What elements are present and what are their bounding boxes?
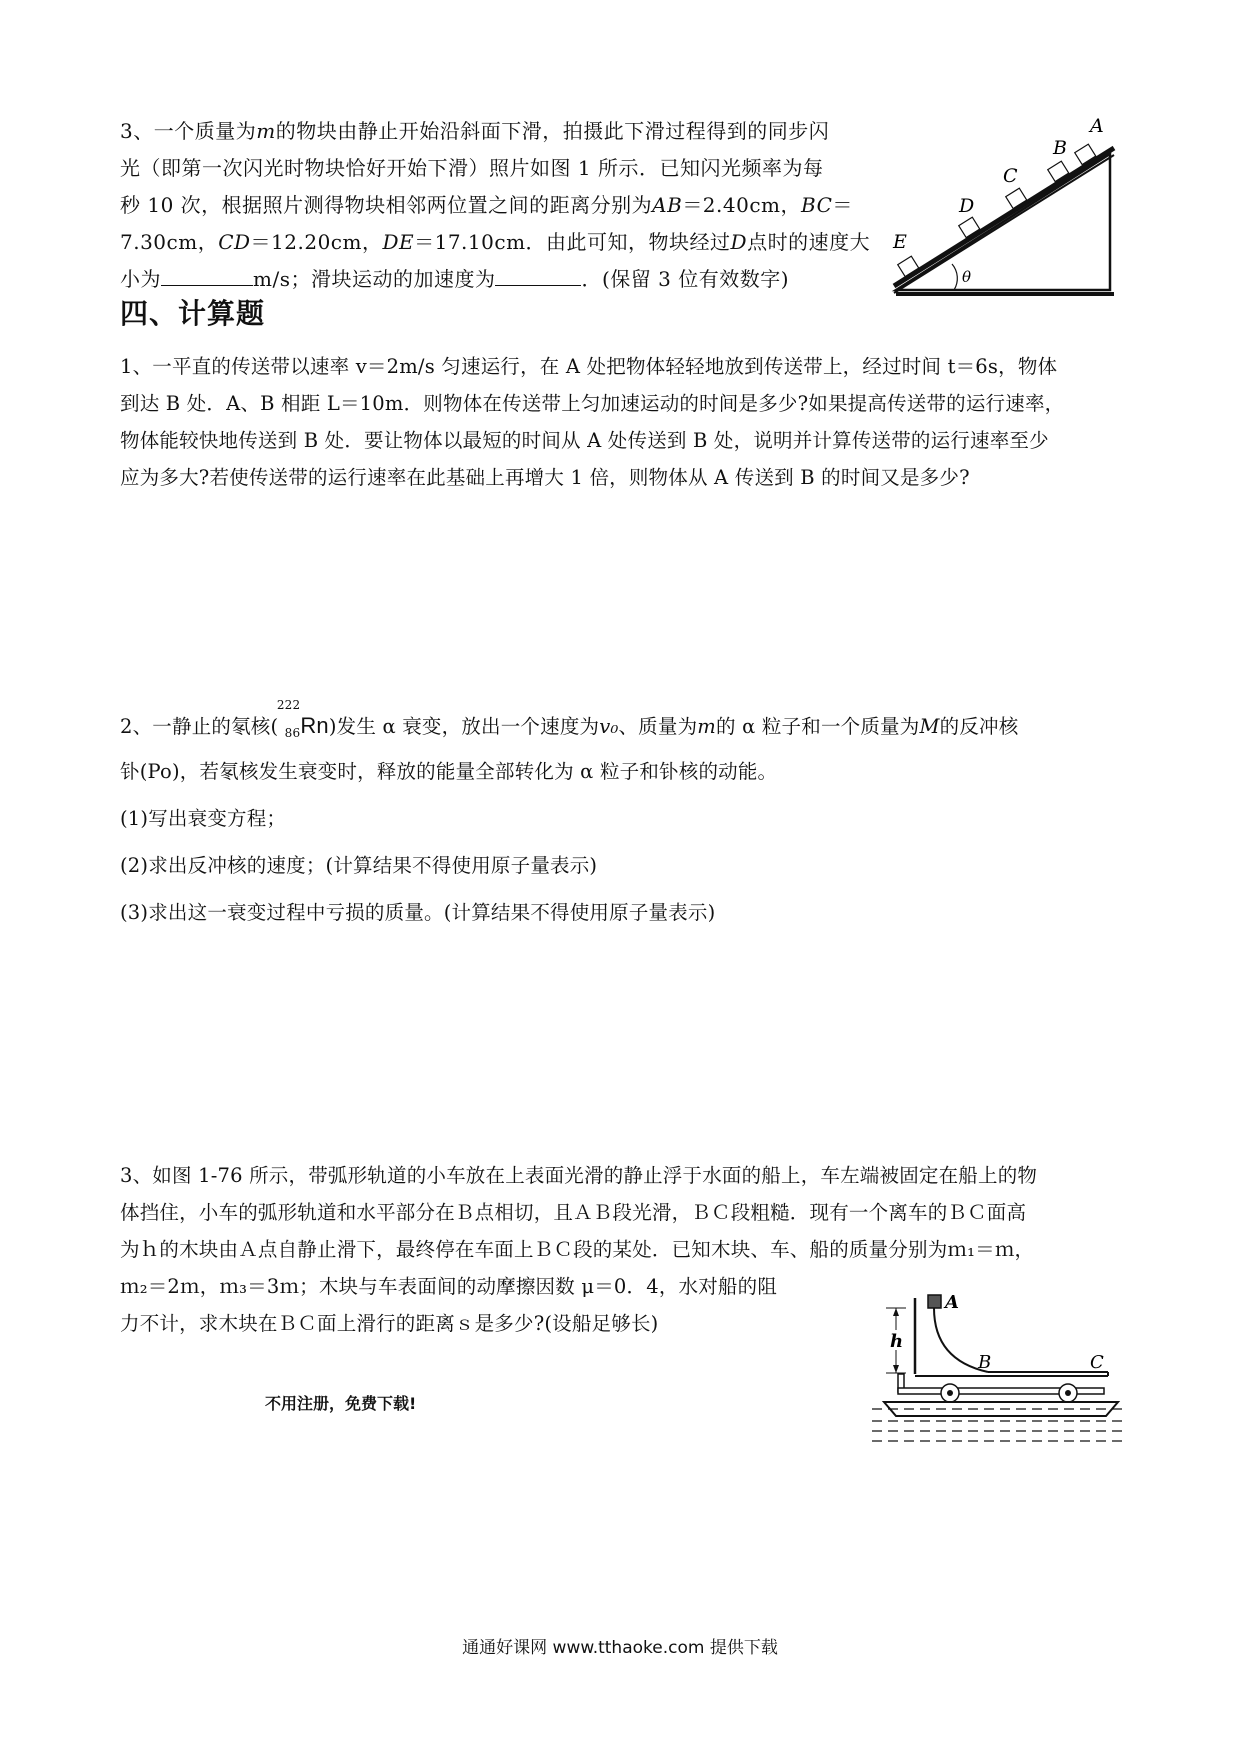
c3-line-5: 力不计，求木块在ＢＣ面上滑行的距离ｓ是多少?(设船足够长) [120, 1312, 659, 1335]
c3-line-4: ｍ₂＝2ｍ，ｍ₃＝3ｍ；木块与车表面间的动摩擦因数 μ＝0．4，水对船的阻 [120, 1275, 778, 1298]
cart-boat-figure [868, 1290, 1128, 1450]
page-footer: 通通好课网 www.tthaoke.com 提供下载 [462, 1638, 778, 1658]
c2-sub-2: (2)求出反冲核的速度；(计算结果不得使用原子量表示) [120, 854, 598, 877]
c3-line-2: 体挡住，小车的弧形轨道和水平部分在Ｂ点相切，且ＡＢ段光滑，ＢＣ段粗糙．现有一个离车的ＢＣ面高 [120, 1201, 1027, 1224]
c1-line-3: 物体能较快地传送到 B 处．要让物体以最短的时间从 A 处传送到 B 处，说明并计算传送带的运行速率至少 [120, 429, 1049, 452]
label-B: B [1053, 137, 1067, 159]
c1-line-2: 到达 B 处．A、B 相距 L＝10m．则物体在传送带上匀加速运动的时间是多少?如果提高传送带的运行速率， [120, 392, 1065, 415]
label-D: D [959, 195, 975, 217]
c1-line-1: 1、一平直的传送带以速率 v＝2m/s 匀速运行，在 A 处把物体轻轻地放到传送带上，经过时间 t＝6s，物体 [120, 355, 1058, 378]
calc-question-2 [120, 698, 1130, 931]
answer-blank-acceleration[interactable] [495, 267, 581, 286]
c2-line-1: 2、一静止的氡核( 222 86 Rn)发生 α 衰变，放出一个速度为v₀、质量为m的 α 粒子和一个质量为M的反冲核 [120, 698, 1019, 740]
radon-isotope: 222 86 [276, 698, 301, 740]
q3-line-4: 7.30cm，CD＝12.20cm，DE＝17.10cm．由此可知，物块经过D点时的速度大 [120, 230, 871, 254]
incline-figure [890, 118, 1125, 303]
label-theta: θ [962, 268, 972, 286]
c1-line-4: 应为多大?若使传送带的运行速率在此基础上再增大 1 倍，则物体从 A 传送到 B 的时间又是多少? [120, 466, 970, 489]
answer-blank-velocity[interactable] [161, 267, 253, 286]
c3-line-3: 为ｈ的木块由Ａ点自静止滑下，最终停在车面上ＢＣ段的某处．已知木块、车、船的质量分别为ｍ₁＝ｍ， [120, 1238, 1035, 1261]
c2-sub-1: (1)写出衰变方程； [120, 807, 287, 830]
label-A-block: A [945, 1292, 959, 1313]
q3-line-1: 3、一个质量为m的物块由静止开始沿斜面下滑，拍摄此下滑过程得到的同步闪 [120, 119, 830, 143]
question-3-fill-in [120, 113, 880, 298]
label-A: A [1090, 118, 1104, 137]
q3-line-2: 光（即第一次闪光时物块恰好开始下滑）照片如图 1 所示．已知闪光频率为每 [120, 156, 824, 180]
calc-question-1 [120, 348, 1130, 496]
c2-line-2: 钋(Po)，若氡核发生衰变时，释放的能量全部转化为 α 粒子和钋核的动能。 [120, 760, 778, 783]
c3-line-1: 3、如图 1-76 所示，带弧形轨道的小车放在上表面光滑的静止浮于水面的船上，车左端被固定在船上的物 [120, 1164, 1038, 1187]
label-E: E [893, 231, 907, 253]
section-title: 四、计算题 [120, 297, 266, 330]
label-B-point: B [978, 1352, 992, 1373]
download-note: 不用注册，免费下载! [265, 1394, 417, 1413]
label-C-point: C [1090, 1352, 1104, 1373]
label-C: C [1003, 165, 1018, 187]
c2-sub-3: (3)求出这一衰变过程中亏损的质量。(计算结果不得使用原子量表示) [120, 901, 716, 924]
q3-line-5: 小为 m/s；滑块运动的加速度为 ．(保留 3 位有效数字) [120, 267, 790, 291]
label-h: h [890, 1331, 904, 1352]
q3-line-3: 秒 10 次，根据照片测得物块相邻两位置之间的距离分别为AB＝2.40cm，BC＝ [120, 193, 853, 217]
